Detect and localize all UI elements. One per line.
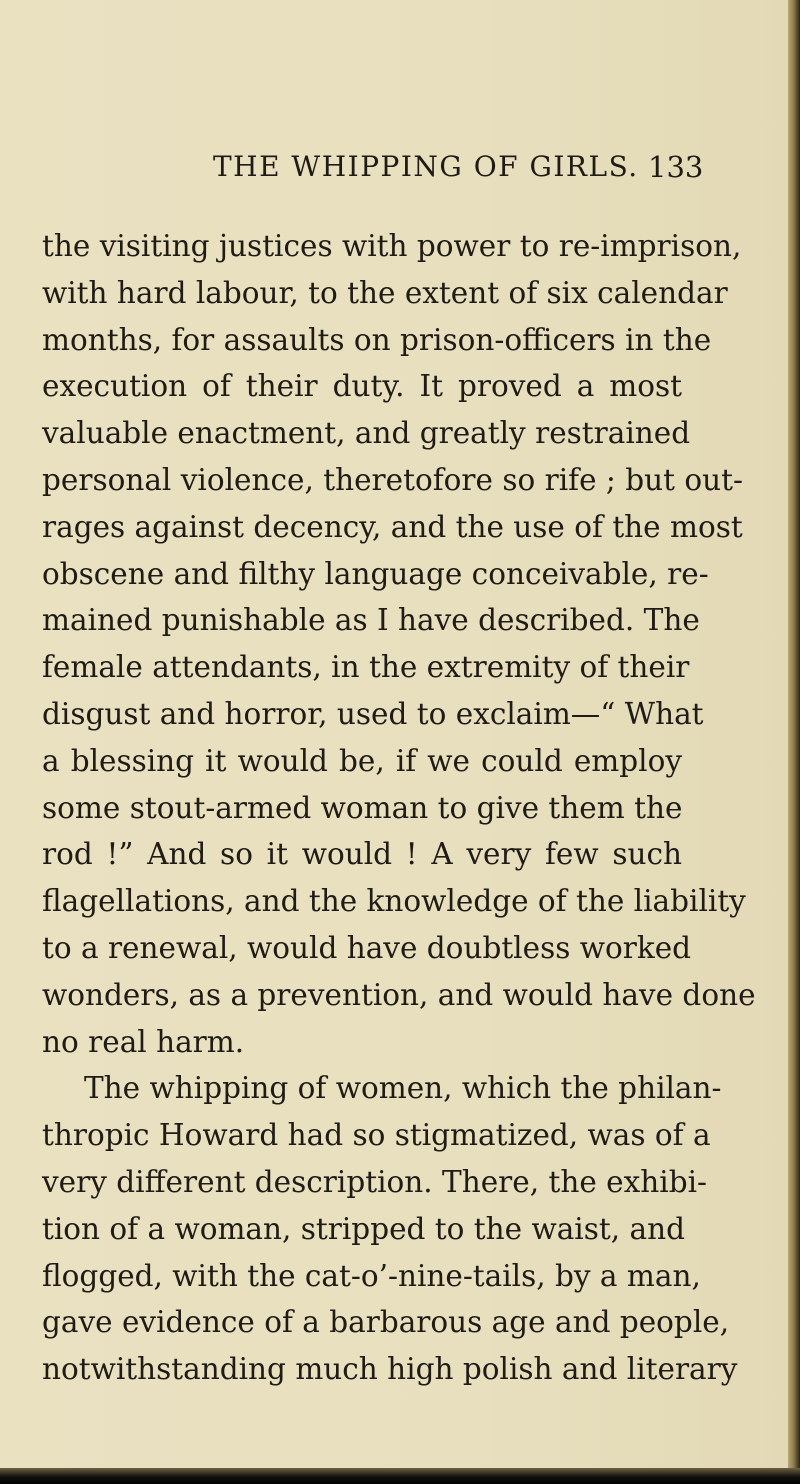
running-head (0, 150, 720, 190)
text-line: gave evidence of a barbarous age and people, (42, 1305, 730, 1340)
text-line: The whipping of women, which the philan- (84, 1071, 722, 1106)
running-title: THE WHIPPING OF GIRLS. (213, 150, 639, 183)
text-line: very different description. There, the exhibi- (42, 1164, 707, 1199)
text-line: wonders, as a prevention, and would have done (42, 977, 756, 1012)
text-line: disgust and horror, used to exclaim—“ What (42, 696, 704, 731)
text-line: obscene and filthy language conceivable, re- (42, 556, 709, 591)
text-line: thropic Howard had so stigmatized, was of a (42, 1118, 711, 1153)
text-line: with hard labour, to the extent of six calendar (42, 275, 728, 310)
page-bottom-shadow (0, 1468, 800, 1484)
text-line: to a renewal, would have doubtless worked (42, 930, 692, 965)
text-line: months, for assaults on prison-officers in the (42, 322, 712, 357)
text-line: flagellations, and the knowledge of the liability (42, 884, 746, 919)
text-line: rages against decency, and the use of the most (42, 509, 743, 544)
text-line: rod !” And so it would ! A very few such (42, 837, 682, 872)
text-line: some stout-armed woman to give them the (42, 790, 683, 825)
text-line: notwithstanding much high polish and literary (42, 1352, 738, 1387)
text-line: execution of their duty. It proved a most (42, 369, 682, 404)
text-line: personal violence, theretofore so rife ; but out- (42, 462, 743, 497)
page-number: 133 (648, 150, 704, 184)
page-edge-shadow (788, 0, 800, 1484)
text-line: flogged, with the cat-o’-nine-tails, by a man, (42, 1258, 701, 1293)
text-line: tion of a woman, stripped to the waist, and (42, 1211, 685, 1246)
text-line: the visiting justices with power to re-imprison, (42, 229, 742, 263)
body-text (42, 223, 756, 1393)
text-line: mained punishable as I have described. The (42, 603, 700, 638)
text-line: a blessing it would be, if we could employ (42, 743, 682, 778)
text-line: female attendants, in the extremity of their (42, 650, 690, 685)
text-line: no real harm. (42, 1024, 245, 1059)
text-line: valuable enactment, and greatly restrained (42, 416, 691, 451)
